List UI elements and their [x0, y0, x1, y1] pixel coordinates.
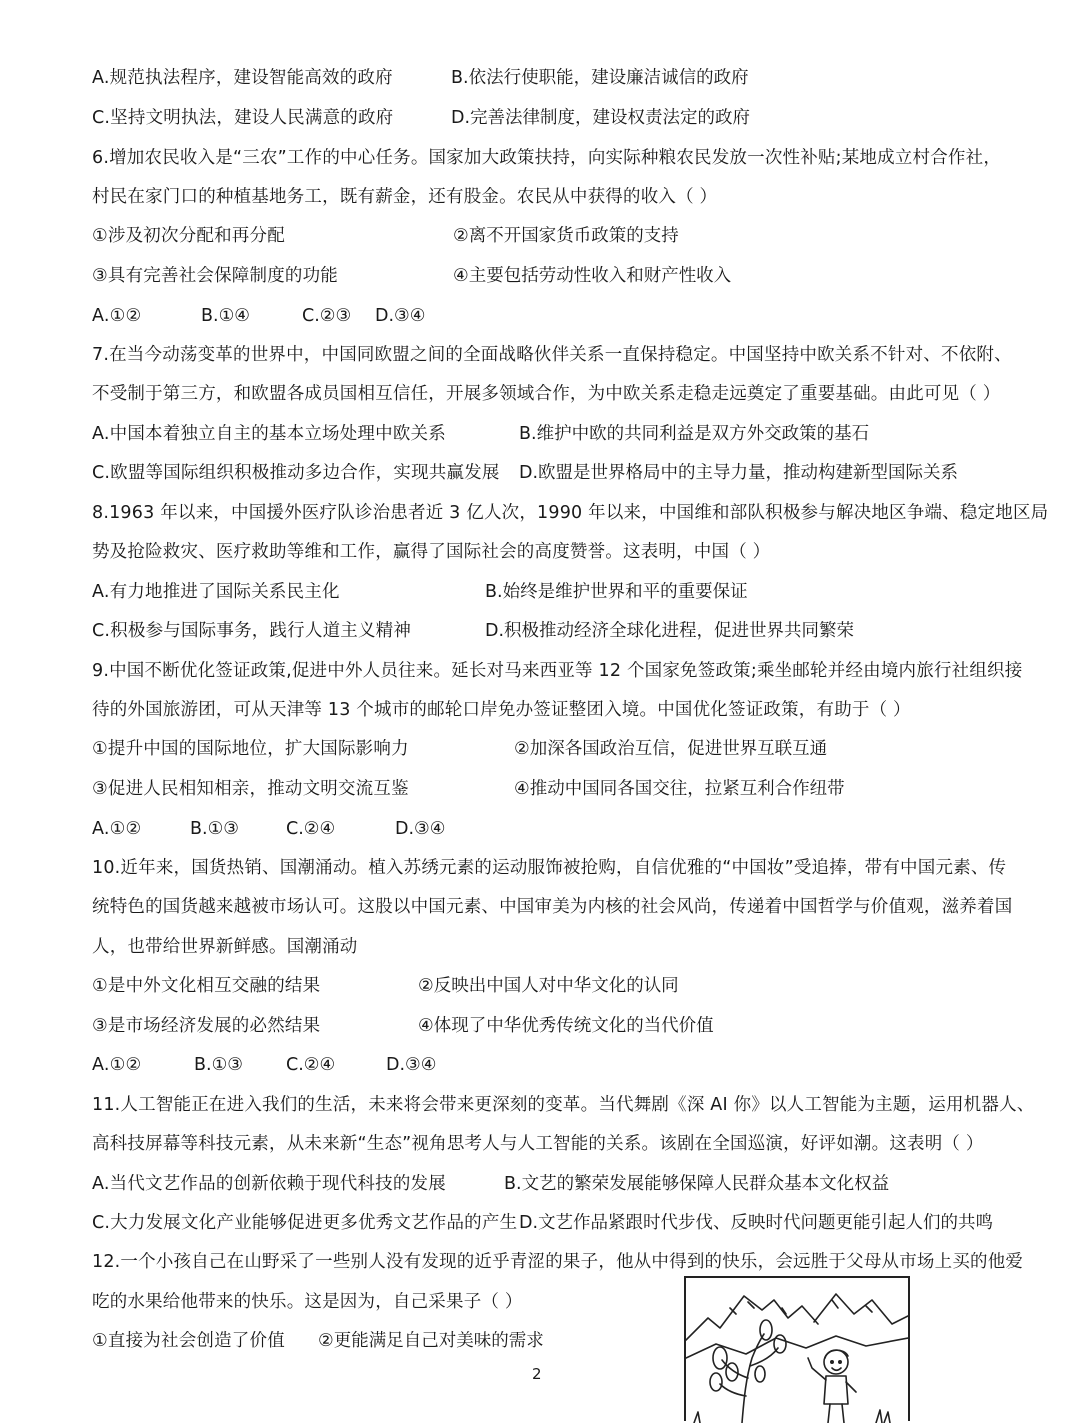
q5-option-d: D.完善法律制度，建设权责法定的政府	[451, 108, 751, 128]
q7-option-b: B.维护中欧的共同利益是双方外交政策的基石	[519, 424, 870, 444]
q8-option-c: C.积极参与国际事务，践行人道主义精神	[92, 621, 412, 641]
q12-statement-1: ①直接为社会创造了价值	[92, 1331, 285, 1351]
q9-statement-4: ④推动中国同各国交往，拉紧互利合作纽带	[514, 779, 845, 799]
q10-statement-1: ①是中外文化相互交融的结果	[92, 976, 321, 996]
q5-option-a: A.规范执法程序，建设智能高效的政府	[92, 68, 393, 88]
q11-option-c: C.大力发展文化产业能够促进更多优秀文艺作品的产生	[92, 1213, 518, 1233]
q10-statement-4: ④体现了中华优秀传统文化的当代价值	[418, 1016, 714, 1036]
q9-stem-line-2: 待的外国旅游团，可从天津等 13 个城市的邮轮口岸免办签证整团入境。中国优化签证政策，有助于（ ）	[92, 700, 911, 720]
q6-statement-3: ③具有完善社会保障制度的功能	[92, 266, 338, 286]
q10-stem-line-1: 10.近年来，国货热销、国潮涌动。植入苏绣元素的运动服饰被抢购，自信优雅的“中国妆”受追捧，带有中国元素、传	[92, 858, 1007, 878]
q6-stem-line-1: 6.增加农民收入是“三农”工作的中心任务。国家加大政策扶持，向实际种粮农民发放一次性补贴;某地成立村合作社，	[92, 148, 1002, 168]
q12-stem-line-1: 12.一个小孩自己在山野采了一些别人没有发现的近乎青涩的果子，他从中得到的快乐，会远胜于父母从市场上买的他爱	[92, 1252, 1024, 1272]
q10-statement-2: ②反映出中国人对中华文化的认同	[418, 976, 679, 996]
q7-option-d: D.欧盟是世界格局中的主导力量，推动构建新型国际关系	[519, 463, 959, 483]
q10-option-b: B.①③	[194, 1055, 243, 1075]
q11-stem-line-1: 11.人工智能正在进入我们的生活，未来将会带来更深刻的变革。当代舞剧《深 AI 你》以人工智能为主题，运用机器人、	[92, 1095, 1035, 1115]
q8-option-b: B.始终是维护世界和平的重要保证	[485, 582, 748, 602]
q11-option-b: B.文艺的繁荣发展能够保障人民群众基本文化权益	[504, 1174, 890, 1194]
q8-stem-line-1: 8.1963 年以来，中国援外医疗队诊治患者近 3 亿人次，1990 年以来，中国维和部队积极参与解决地区争端、稳定地区局	[92, 503, 1049, 523]
q10-option-a: A.①②	[92, 1055, 142, 1075]
q8-stem-line-2: 势及抢险救灾、医疗救助等维和工作，赢得了国际社会的高度赞誉。这表明，中国（ ）	[92, 542, 771, 562]
q10-stem-line-3: 人，也带给世界新鲜感。国潮涌动	[92, 937, 358, 957]
q10-option-d: D.③④	[386, 1055, 437, 1075]
child-picking-fruit-illustration	[684, 1276, 910, 1421]
q9-statement-3: ③促进人民相知相亲，推动文明交流互鉴	[92, 779, 409, 799]
q7-stem-line-1: 7.在当今动荡变革的世界中，中国同欧盟之间的全面战略伙伴关系一直保持稳定。中国坚持中欧关系不针对、不依附、	[92, 345, 1012, 365]
q6-statement-1: ①涉及初次分配和再分配	[92, 226, 285, 246]
q7-option-c: C.欧盟等国际组织积极推动多边合作，实现共赢发展	[92, 463, 500, 483]
q5-option-b: B.依法行使职能，建设廉洁诚信的政府	[451, 68, 749, 88]
q6-stem-line-2: 村民在家门口的种植基地务工，既有薪金，还有股金。农民从中获得的收入（ ）	[92, 187, 718, 207]
q6-statement-2: ②离不开国家货币政策的支持	[453, 226, 679, 246]
q6-option-b: B.①④	[201, 306, 250, 326]
q6-statement-4: ④主要包括劳动性收入和财产性收入	[453, 266, 732, 286]
q11-option-d: D.文艺作品紧跟时代步伐、反映时代问题更能引起人们的共鸣	[519, 1213, 994, 1233]
page-number: 2	[532, 1365, 542, 1383]
q9-stem-line-1: 9.中国不断优化签证政策,促进中外人员往来。延长对马来西亚等 12 个国家免签政策;乘坐邮轮并经由境内旅行社组织接	[92, 661, 1023, 681]
q6-option-d: D.③④	[375, 306, 426, 326]
q12-statement-2: ②更能满足自己对美味的需求	[318, 1331, 544, 1351]
q10-statement-3: ③是市场经济发展的必然结果	[92, 1016, 321, 1036]
q9-option-b: B.①③	[190, 819, 239, 839]
q7-stem-line-2: 不受制于第三方，和欧盟各成员国相互信任，开展多领域合作，为中欧关系走稳走远奠定了重要基础。由此可见（ ）	[92, 384, 1001, 404]
q8-option-d: D.积极推动经济全球化进程，促进世界共同繁荣	[485, 621, 855, 641]
q7-option-a: A.中国本着独立自主的基本立场处理中欧关系	[92, 424, 446, 444]
cartoon-drawing	[686, 1278, 908, 1423]
q12-stem-line-2: 吃的水果给他带来的快乐。这是因为，自己采果子（ ）	[92, 1292, 523, 1312]
q10-option-c: C.②④	[286, 1055, 336, 1075]
q11-stem-line-2: 高科技屏幕等科技元素，从未来新“生态”视角思考人与人工智能的关系。该剧在全国巡演，好评如潮。这表明（ ）	[92, 1134, 984, 1154]
q9-statement-1: ①提升中国的国际地位，扩大国际影响力	[92, 739, 409, 759]
q9-option-d: D.③④	[395, 819, 446, 839]
q6-option-c: C.②③	[302, 306, 352, 326]
q9-statement-2: ②加深各国政治互信，促进世界互联互通	[514, 739, 828, 759]
q10-stem-line-2: 统特色的国货越来越被市场认可。这股以中国元素、中国审美为内核的社会风尚，传递着中国哲学与价值观，滋养着国	[92, 897, 1013, 917]
q5-option-c: C.坚持文明执法，建设人民满意的政府	[92, 108, 394, 128]
q9-option-c: C.②④	[286, 819, 336, 839]
q8-option-a: A.有力地推进了国际关系民主化	[92, 582, 340, 602]
q6-option-a: A.①②	[92, 306, 142, 326]
q9-option-a: A.①②	[92, 819, 142, 839]
q11-option-a: A.当代文艺作品的创新依赖于现代科技的发展	[92, 1174, 446, 1194]
